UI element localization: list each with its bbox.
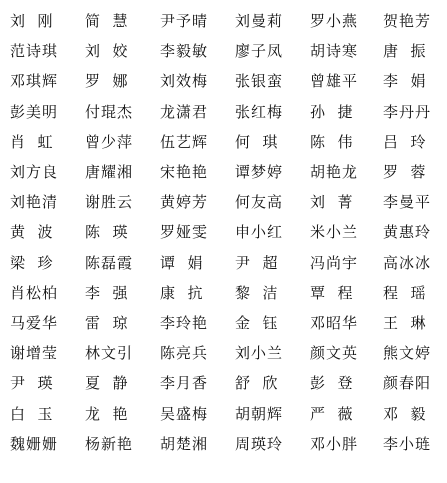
person-name: 唐耀湘	[85, 163, 134, 181]
roster-row	[0, 432, 447, 457]
person-name: 刘 刚	[10, 12, 54, 30]
person-name: 谭梦婷	[235, 163, 284, 181]
person-name: 李 强	[85, 283, 129, 302]
person-name: 胡诗寒	[310, 42, 359, 61]
person-name: 唐 振	[383, 42, 427, 61]
person-name: 廖子凤	[235, 42, 284, 61]
person-name: 罗小燕	[310, 12, 359, 30]
roster-row	[0, 251, 447, 276]
person-name: 尹 瑛	[10, 374, 54, 393]
roster-row	[0, 9, 447, 34]
person-name: 严 薇	[310, 404, 354, 423]
person-name: 邓琪辉	[10, 72, 59, 91]
person-name: 马爱华	[10, 314, 59, 332]
person-name: 张银蛮	[235, 72, 284, 91]
person-name: 龙潇君	[160, 102, 209, 121]
roster-row	[0, 311, 447, 336]
person-name: 李曼平	[383, 193, 432, 212]
person-name: 林文引	[85, 344, 134, 363]
person-name: 龙 艳	[85, 404, 129, 423]
person-name: 胡朝辉	[235, 404, 284, 423]
person-name: 米小兰	[310, 223, 359, 242]
person-name: 周瑛玲	[235, 434, 284, 453]
person-name: 黄 波	[10, 223, 54, 242]
person-name: 金 钰	[235, 314, 279, 332]
person-name: 熊文婷	[383, 344, 432, 363]
person-name: 吕 玲	[383, 132, 427, 151]
person-name: 陈 伟	[310, 132, 354, 151]
roster-row	[0, 190, 447, 215]
person-name: 肖松柏	[10, 283, 59, 302]
person-name: 王 琳	[383, 314, 427, 332]
person-name: 贺艳芳	[383, 12, 432, 30]
person-name: 曾雄平	[310, 72, 359, 91]
person-name: 康 抗	[160, 283, 204, 302]
person-name: 尹予晴	[160, 12, 209, 30]
person-name: 陈磊霞	[85, 253, 134, 272]
person-name: 刘艳清	[10, 193, 59, 212]
person-name: 谭 娟	[160, 253, 204, 272]
person-name: 李毅敏	[160, 42, 209, 61]
person-name: 杨新艳	[85, 434, 134, 453]
person-name: 刘效梅	[160, 72, 209, 91]
person-name: 彭 登	[310, 374, 354, 393]
person-name: 肖 虹	[10, 132, 54, 151]
person-name: 魏姗姗	[10, 434, 59, 453]
person-name: 何友高	[235, 193, 284, 212]
person-name: 简 慧	[85, 12, 129, 30]
person-name: 黄婷芳	[160, 193, 209, 212]
person-name: 申小红	[235, 223, 284, 242]
person-name: 李小琏	[383, 434, 432, 453]
person-name: 颜文英	[310, 344, 359, 363]
person-name: 舒 欣	[235, 374, 279, 393]
person-name: 邓小胖	[310, 434, 359, 453]
person-name: 程 瑶	[383, 283, 427, 302]
roster-row	[0, 220, 447, 245]
roster-row	[0, 341, 447, 366]
roster-row	[0, 281, 447, 306]
person-name: 罗 蓉	[383, 163, 427, 181]
roster-row	[0, 371, 447, 396]
person-name: 张红梅	[235, 102, 284, 121]
person-name: 李 娟	[383, 72, 427, 91]
person-name: 冯尚宇	[310, 253, 359, 272]
person-name: 颜春阳	[383, 374, 432, 393]
person-name: 彭美明	[10, 102, 59, 121]
person-name: 夏 静	[85, 374, 129, 393]
person-name: 孙 捷	[310, 102, 354, 121]
person-name: 范诗琪	[10, 42, 59, 61]
person-name: 胡艳龙	[310, 163, 359, 181]
roster-row	[0, 160, 447, 185]
person-name: 邓昭华	[310, 314, 359, 332]
person-name: 尹 超	[235, 253, 279, 272]
person-name: 伍艺辉	[160, 132, 209, 151]
person-name: 刘 姣	[85, 42, 129, 61]
person-name: 罗 娜	[85, 72, 129, 91]
person-name: 陈亮兵	[160, 344, 209, 363]
person-name: 刘小兰	[235, 344, 284, 363]
person-name: 刘方良	[10, 163, 59, 181]
roster-row	[0, 130, 447, 155]
roster-row	[0, 69, 447, 94]
person-name: 谢增莹	[10, 344, 59, 363]
person-name: 黄惠玲	[383, 223, 432, 242]
person-name: 罗娅雯	[160, 223, 209, 242]
person-name: 白 玉	[10, 404, 54, 423]
roster-row	[0, 100, 447, 125]
person-name: 陈 瑛	[85, 223, 129, 242]
person-name: 李月香	[160, 374, 209, 393]
person-name: 何 琪	[235, 132, 279, 151]
person-name: 雷 琼	[85, 314, 129, 332]
person-name: 梁 珍	[10, 253, 54, 272]
person-name: 刘 菁	[310, 193, 354, 212]
person-name: 刘曼莉	[235, 12, 284, 30]
person-name: 覃 程	[310, 283, 354, 302]
roster-row	[0, 39, 447, 64]
person-name: 李玲艳	[160, 314, 209, 332]
person-name: 李丹丹	[383, 102, 432, 121]
person-name: 吴盛梅	[160, 404, 209, 423]
person-name: 谢胜云	[85, 193, 134, 212]
person-name: 黎 洁	[235, 283, 279, 302]
person-name: 胡楚湘	[160, 434, 209, 453]
person-name: 付琨杰	[85, 102, 134, 121]
person-name: 曾少萍	[85, 132, 134, 151]
person-name: 高冰冰	[383, 253, 432, 272]
roster-row	[0, 402, 447, 427]
person-name: 宋艳艳	[160, 163, 209, 181]
person-name: 邓 毅	[383, 404, 427, 423]
